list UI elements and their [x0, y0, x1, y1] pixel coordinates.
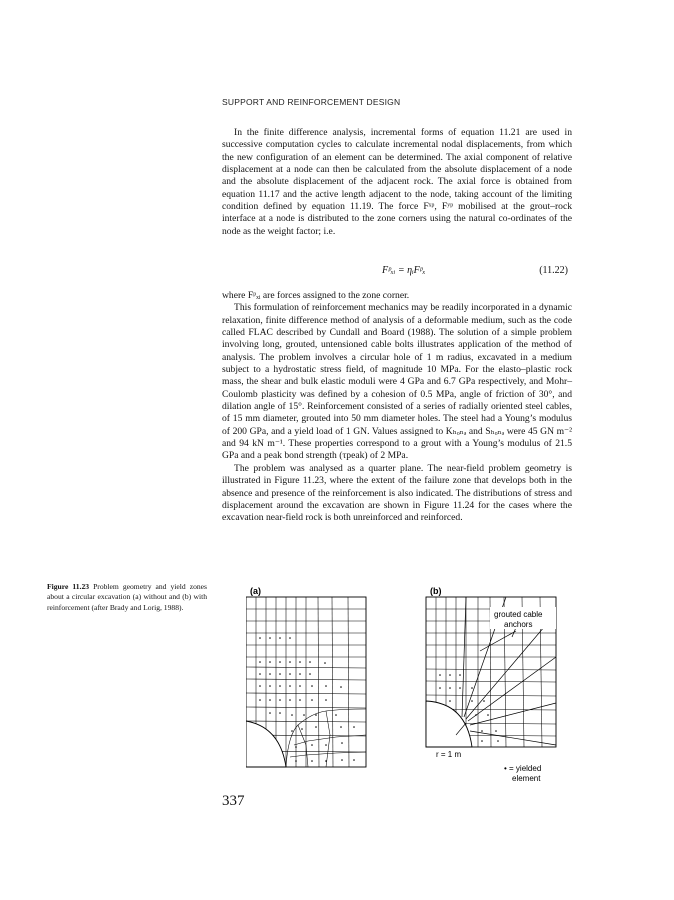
caption-text: Problem geometry and yield zones about a circular excavation (a) without and (b) with reinforcement (after Brady and Lorig, 1988). [47, 582, 207, 612]
equation-number: (11.22) [539, 265, 568, 276]
figure-caption [47, 582, 207, 613]
panel-a [246, 586, 366, 767]
caption-label: Figure 11.23 [47, 582, 90, 591]
panel-b-label: (b) [430, 586, 442, 596]
running-head: SUPPORT AND REINFORCEMENT DESIGN [222, 97, 401, 107]
paragraph-1-block [222, 127, 572, 238]
legend-line-1: • = yielded [504, 764, 542, 773]
paragraph-2: This formulation of reinforcement mechanics may be readily incorporated in a dynamic relaxation, finite difference method of analysis of a deformable medium, such as the code called FLAC described by Cundall and Board (1988). The solution of a simple problem involving long, grouted, untensioned cable bolts illustrates application of the method of analysis. The problem involves a circular hole of 1 m radius, excavated in a medium subject to a hydrostatic stress field, of magnitude 10 MPa. For the elasto–plastic rock mass, the shear and bulk elastic moduli were 4 GPa and 6.7 GPa respectively, and Mohr–Coulomb plasticity was defined by a cohesion of 0.5 MPa, angle of friction of 30°, and dilation angle of 15°. Reinforcement consisted of a series of radially oriented steel cables, of 15 mm diameter, grouted into 50 mm diameter holes. The steel had a Young’s modulus of 200 GPa, and a yield load of 1 GN. Values assigned to Kₕₒₙₔ and Sₕₒₙₔ were 45 GN m⁻² and 94 kN m⁻¹. These properties correspond to a grout with a Young’s modulus of 21.5 GPa and a peak bond strength (τpeak) of 2 MPa. [222, 302, 572, 462]
cable-label-1: grouted cable [494, 610, 543, 619]
legend-line-2: element [512, 774, 541, 783]
equation-text: Fᵖₓᵢ = ηᵢFᵖₓ [382, 265, 426, 276]
paragraph-3: The problem was analysed as a quarter plane. The near-field problem geometry is illustrated in Figure 11.23, where the extent of the failure zone that develops both in the absence and presence of the reinforcement is also indicated. The distributions of stress and displacement around the excavation are shown in Figure 11.24 for the cases where the excavation near-field rock is both unreinforced and reinforced. [222, 462, 572, 524]
radius-label: r = 1 m [436, 750, 462, 759]
panel-b [426, 586, 556, 783]
cable-label-2: anchors [504, 620, 533, 629]
page-number: 337 [222, 793, 245, 809]
paragraph-where: where Fᵖₓᵢ are forces assigned to the zone corner. [222, 290, 410, 301]
equation-11-22 [222, 265, 572, 279]
figure-11-23 [246, 585, 586, 785]
paragraph-2-block [222, 290, 572, 525]
panel-a-label: (a) [250, 586, 261, 596]
paragraph-1: In the finite difference analysis, incremental forms of equation 11.21 are used in successive computation cycles to calculate incremental nodal displacements, from which the new configuration of an element can be determined. The axial component of relative displacement at a node can then be calculated from the absolute displacement of a node and the absolute displacement of the adjacent rock. The axial force is obtained from equation 11.17 and the active length adjacent to the node, taking account of the limiting condition defined by equation 11.19. The force Fˣᵖ, Fʸᵖ mobilised at the grout–rock interface at a node is distributed to the zone corners using the natural co-ordinates of the node as the weight factor; i.e. [222, 127, 572, 237]
